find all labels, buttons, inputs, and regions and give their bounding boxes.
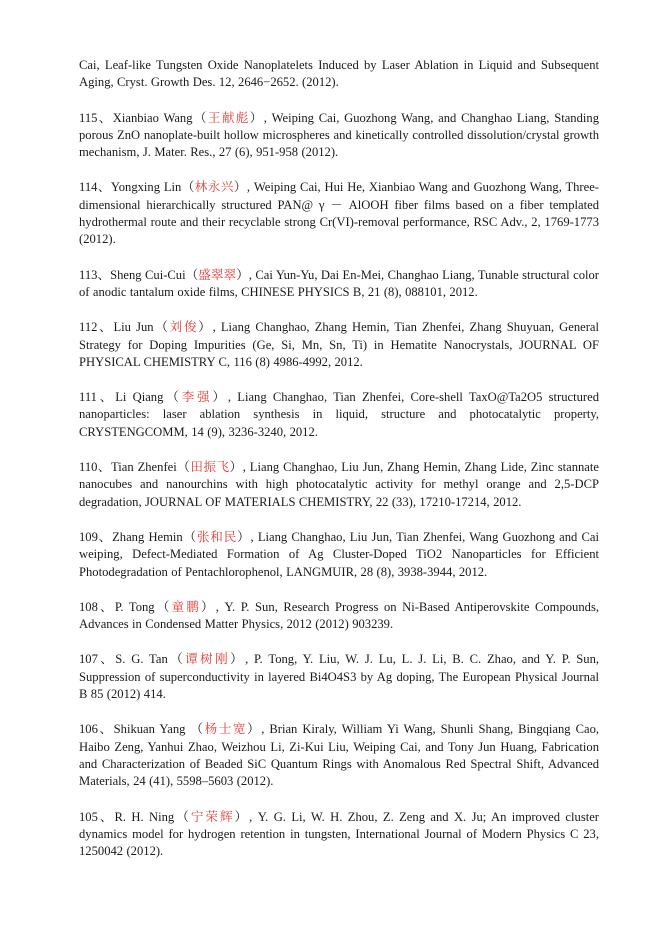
publication-entry <box>79 459 599 511</box>
publication-entry <box>79 721 599 790</box>
entry-text-before: Liu Jun（ <box>113 320 170 335</box>
entry-text-before: Yongxing Lin（ <box>110 180 195 195</box>
author-name-chinese: 张和民 <box>196 529 238 544</box>
entry-text-after: ）, Liang Changhao, Zhang Hemin, Tian Zhenfei, Zhang Shuyuan, General Strategy for Doping Impurities (Ge, Si, Mn, Sn, Ti) in Hematite Nanocrystals, JOURNAL OF PHYSICAL CHEMISTRY C, 116 (8) 4986-4992, 2012. <box>79 320 599 369</box>
entry-text-before: Cai, Leaf-like Tungsten Oxide Nanoplatelets Induced by Laser Ablation in Liquid and Subsequent Aging, Cryst. Growth Des. 12, 2646−2652. (2012). <box>79 58 599 90</box>
entry-text-before: Zhang Hemin（ <box>112 529 197 544</box>
entry-text-before: Tian Zhenfei（ <box>111 460 191 475</box>
entry-number: 109、 <box>79 529 113 544</box>
publication-entry <box>79 267 599 302</box>
entry-text-after: ）, Y. P. Sun, Research Progress on Ni-Based Antiperovskite Compounds, Advances in Condensed Matter Physics, 2012 (2012) 903239. <box>79 599 599 632</box>
publication-entry <box>79 389 599 441</box>
author-name-chinese: 童鹏 <box>171 599 202 614</box>
entry-text-before: Shikuan Yang （ <box>113 722 205 737</box>
entry-text-before: S. G. Tan（ <box>115 652 186 667</box>
publication-entry <box>79 809 599 861</box>
publication-entry <box>79 651 599 703</box>
entry-text-after: ）, Weiping Cai, Guozhong Wang, and Changhao Liang, Standing porous ZnO nanoplate-built hollow microspheres and kinetically controlled dissolution/crystal growth mechanism, J. Mater. Res., 27 (6), 951-958 (2012). <box>79 110 599 160</box>
entry-text-after: ）, Weiping Cai, Hui He, Xianbiao Wang and Guozhong Wang, Three-dimensional hierarchically structured PAN@ γ － AlOOH fiber films based on a fiber templated hydrothermal route and their recyclable strong Cr(VI)-removal performance, RSC Adv., 2, 1769-1773 (2012). <box>79 180 600 247</box>
author-name-chinese: 宁荣辉 <box>190 809 235 824</box>
entry-number: 111、 <box>79 390 116 405</box>
entry-text-after: ）, Liang Changhao, Liu Jun, Zhang Hemin, Zhang Lide, Zinc stannate nanocubes and nanourchins with high photocatalytic activity for methyl orange and 2,5-DCP degradation, JOURNAL OF MATERIALS CHEMISTRY, 22 (33), 17210-17214, 2012. <box>79 460 599 509</box>
entry-text-after: ）, Y. G. Li, W. H. Zhou, Z. Zeng and X. Ju; An improved cluster dynamics model for hydrogen retention in tungsten, International Journal of Modern Physics C 23, 1250042 (2012). <box>79 809 599 859</box>
publication-entry <box>79 319 599 371</box>
entry-number: 108、 <box>79 599 115 614</box>
author-name-chinese: 刘俊 <box>169 320 199 335</box>
author-name-chinese: 田振飞 <box>190 460 230 475</box>
entry-text-after: ）, Brian Kiraly, William Yi Wang, Shunli Shang, Bingqiang Cao, Haibo Zeng, Yanhui Zhao, Weizhou Li, Zi-Kui Liu, Weiping Cai, and Tony Jun Huang, Fabrication and Characterization of Beaded SiC Quantum Rings with Anomalous Red Spectral Shift, Advanced Materials, 24 (41), 5598–5603 (2012). <box>79 722 600 789</box>
entry-text-after: ）, Liang Changhao, Liu Jun, Tian Zhenfei, Wang Guozhong and Cai weiping, Defect-Mediated Formation of Ag Cluster-Doped TiO2 Nanoparticles for Efficient Photodegradation of Pentachlorophenol, LANGMUIR, 28 (8), 3938-3944, 2012. <box>79 529 600 579</box>
entry-number: 115、 <box>79 110 113 125</box>
entry-number: 112、 <box>79 320 114 335</box>
entry-number: 105、 <box>79 809 115 824</box>
entry-number: 107、 <box>79 652 116 667</box>
entry-text-before: Li Qiang（ <box>115 390 182 405</box>
entry-text-before: R. H. Ning（ <box>114 809 191 824</box>
author-name-chinese: 盛翠翠 <box>198 267 237 282</box>
author-name-chinese: 谭树刚 <box>185 652 231 667</box>
publication-entry <box>79 57 599 92</box>
publication-entry <box>79 529 599 581</box>
author-name-chinese: 王献彪 <box>207 110 250 125</box>
entry-text-after: ）, Cai Yun-Yu, Dai En-Mei, Changhao Liang, Tunable structural color of anodic tantalum oxide films, CHINESE PHYSICS B, 21 (8), 088101, 2012. <box>79 267 599 299</box>
publication-entry <box>79 599 599 634</box>
author-name-chinese: 李强 <box>181 390 213 405</box>
entry-text-before: P. Tong（ <box>114 599 172 614</box>
entry-number: 113、 <box>79 267 111 282</box>
author-name-chinese: 杨士宽 <box>204 722 248 737</box>
entry-number: 106、 <box>79 722 114 737</box>
entry-number: 114、 <box>79 180 111 195</box>
entry-number: 110、 <box>79 460 112 475</box>
publication-entry <box>79 179 599 248</box>
publication-list <box>79 57 599 860</box>
entry-text-before: Xianbiao Wang（ <box>112 110 208 125</box>
author-name-chinese: 林永兴 <box>194 180 234 195</box>
entry-text-after: ）, P. Tong, Y. Liu, W. J. Lu, L. J. Li, B. C. Zhao, and Y. P. Sun, Suppression of superconductivity in layered Bi4O4S3 by Ag doping, The European Physical Journal B 85 (2012) 414. <box>79 652 600 702</box>
publication-entry <box>79 110 599 162</box>
entry-text-before: Sheng Cui-Cui（ <box>110 267 199 282</box>
entry-text-after: ）, Liang Changhao, Tian Zhenfei, Core-shell TaxO@Ta2O5 structured nanoparticles: laser ablation synthesis in liquid, structure and photocatalytic property, CRYSTENGCOMM, 14 (9), 3236-3240, 2012. <box>79 390 599 439</box>
